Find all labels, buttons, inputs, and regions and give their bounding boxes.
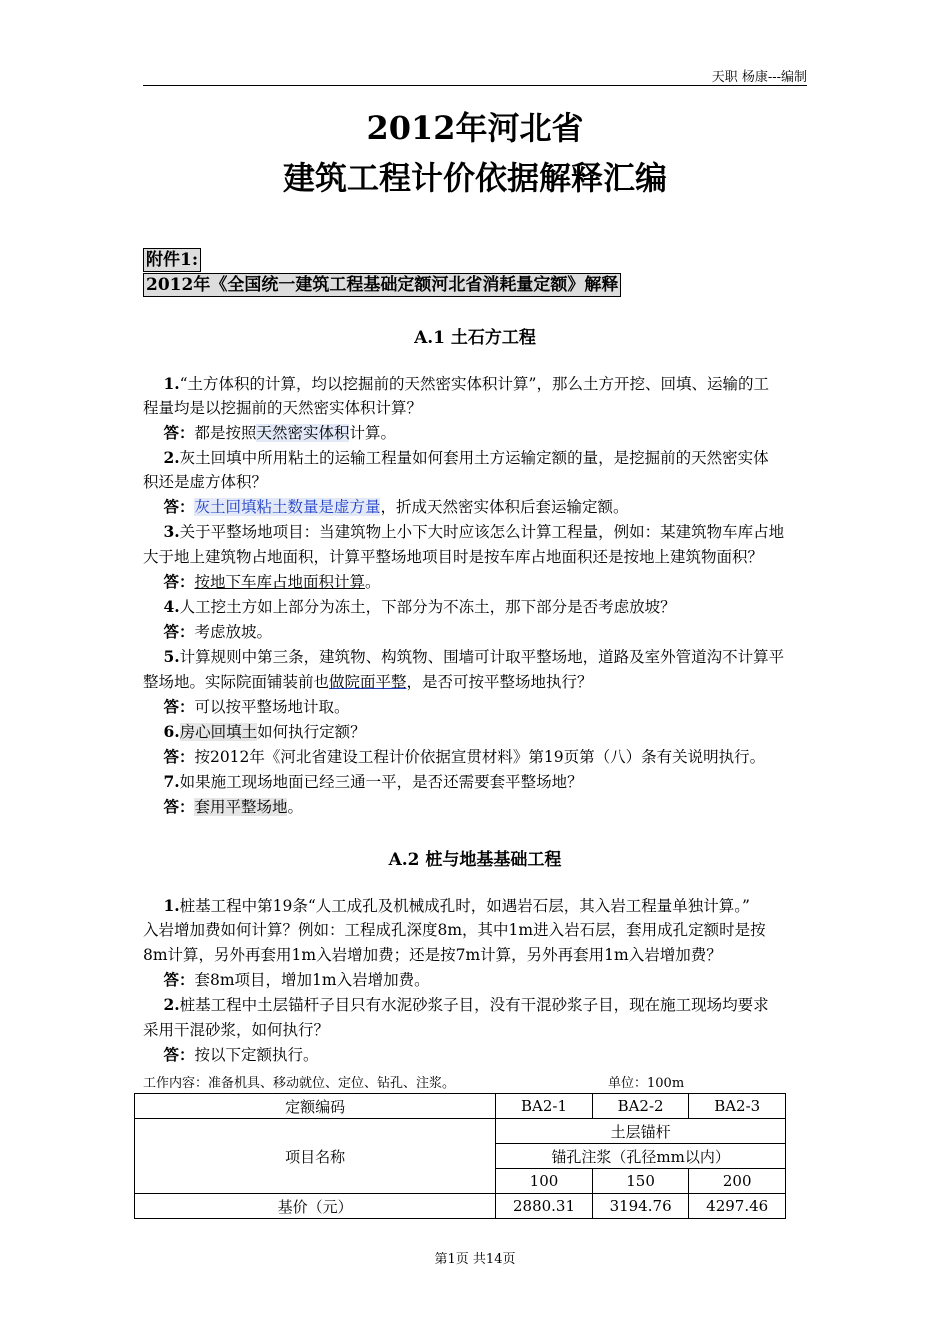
code-cell: BA2-3 — [689, 1094, 786, 1119]
a2-a1 — [143, 968, 813, 992]
q-text: 灰土回填中所用粘土的运输工程量如何套用土方运输定额的量，是挖掘前的天然密实体 — [179, 449, 769, 467]
answer-label: 答： — [163, 970, 195, 989]
answer-text: ，折成天然密实体积后套运输定额。 — [380, 498, 629, 516]
answer-highlight: 灰土回填粘土数量是虚方量 — [194, 498, 381, 516]
q-number: 5. — [163, 647, 180, 666]
q-number: 3. — [163, 522, 180, 541]
q-text: 桩基工程中第19条“人工成孔及机械成孔时，如遇岩石层，其入岩工程量单独计算。” — [179, 897, 750, 915]
a2-a2 — [143, 1043, 813, 1067]
answer-label: 答： — [163, 423, 195, 442]
q-number: 1. — [163, 896, 180, 915]
a2-q1 — [143, 894, 813, 918]
answer-label: 答： — [163, 497, 195, 516]
price-cell: 3194.76 — [592, 1194, 689, 1219]
q-text: ，是否可按平整场地执行？ — [406, 673, 593, 691]
q-number: 4. — [163, 597, 180, 616]
q-text: 整场地。实际院面铺装前也 — [143, 673, 330, 691]
page-title-line1: 2012年河北省 — [366, 109, 584, 147]
table-row — [135, 1194, 786, 1219]
q-text: “土方体积的计算，均以挖掘前的天然密实体积计算”，那么土方开挖、回填、运输的工 — [179, 375, 769, 393]
a1-a3 — [143, 570, 813, 594]
a1-a2 — [143, 495, 813, 519]
q-text: 如果施工现场地面已经三通一平，是否还需要套平整场地？ — [179, 773, 583, 791]
a2-q2 — [143, 993, 813, 1017]
a2-q1-cont: 入岩增加费如何计算？例如：工程成孔深度8m，其中1m进入岩石层，套用成孔定额时是按 — [143, 921, 766, 939]
q-text: 如何执行定额？ — [257, 723, 366, 741]
answer-label: 答： — [163, 572, 195, 591]
answer-text: 按2012年《河北省建设工程计价依据宣贯材料》第19页第（八）条有关说明执行。 — [194, 748, 766, 766]
q-text: 人工挖土方如上部分为冻土，下部分为不冻土，那下部分是否考虑放坡？ — [179, 598, 676, 616]
code-cell: BA2-1 — [496, 1094, 593, 1119]
header-author: 天职 杨康---编制 — [711, 70, 807, 85]
q-number: 6. — [163, 722, 180, 741]
item-label-cell: 项目名称 — [135, 1119, 496, 1194]
code-label-cell: 定额编码 — [135, 1094, 496, 1119]
a1-a1 — [143, 421, 813, 445]
q-number: 1. — [163, 374, 180, 393]
answer-label: 答： — [163, 697, 195, 716]
a1-q2-cont: 积还是虚方体积？ — [143, 473, 268, 491]
a1-q3 — [143, 520, 813, 544]
q-underline: 做院面平整 — [329, 673, 407, 691]
answer-text: 套8m项目，增加1m入岩增加费。 — [194, 971, 430, 989]
q-number: 7. — [163, 772, 180, 791]
diameter-cell: 100 — [496, 1169, 593, 1194]
header-divider — [143, 85, 807, 86]
page-footer: 第1页 共14页 — [434, 1252, 516, 1267]
quota-table — [134, 1093, 786, 1219]
price-cell: 4297.46 — [689, 1194, 786, 1219]
a1-q6 — [143, 720, 813, 744]
a1-q4 — [143, 595, 813, 619]
answer-highlight: 套用平整场地 — [194, 798, 288, 816]
answer-underline: 按地下车库占地面积计算 — [194, 573, 365, 591]
answer-text: 都是按照 — [194, 424, 257, 442]
q-text: 桩基工程中土层锚杆子目只有水泥砂浆子目，没有干混砂浆子目，现在施工现场均要求 — [179, 996, 769, 1014]
a1-a6 — [143, 745, 813, 769]
q-number: 2. — [163, 448, 180, 467]
table-row — [135, 1094, 786, 1119]
a1-q2 — [143, 446, 813, 470]
a1-q5-cont — [143, 670, 813, 694]
answer-text: 按以下定额执行。 — [194, 1046, 319, 1064]
a1-q1-cont: 程量均是以挖掘前的天然密实体积计算？ — [143, 399, 423, 417]
answer-label: 答： — [163, 622, 195, 641]
answer-label: 答： — [163, 797, 195, 816]
a1-q7 — [143, 770, 813, 794]
item-name-cell: 土层锚杆 — [496, 1119, 786, 1144]
diameter-cell: 200 — [689, 1169, 786, 1194]
attachment-label: 附件1: — [143, 248, 201, 272]
answer-label: 答： — [163, 1045, 195, 1064]
q-text: 计算规则中第三条，建筑物、构筑物、围墙可计取平整场地，道路及室外管道沟不计算平 — [179, 648, 785, 666]
a2-q1-cont2: 8m计算，另外再套用1m入岩增加费；还是按7m计算，另外再套用1m入岩增加费？ — [143, 946, 722, 964]
table-row — [135, 1119, 786, 1144]
page-title-line2: 建筑工程计价依据解释汇编 — [282, 159, 667, 197]
work-content: 工作内容：准备机具、移动就位、定位、钻孔、注浆。 — [143, 1076, 456, 1091]
a1-a4 — [143, 620, 813, 644]
answer-text: 。 — [364, 573, 381, 591]
section-heading-a2: A.2 桩与地基基础工程 — [388, 850, 562, 870]
answer-text: 计算。 — [349, 424, 396, 442]
q-number: 2. — [163, 995, 180, 1014]
attachment-title: 2012年《全国统一建筑工程基础定额河北省消耗量定额》解释 — [143, 273, 621, 297]
a1-q1 — [143, 372, 813, 396]
answer-label: 答： — [163, 747, 195, 766]
q-text: 关于平整场地项目：当建筑物上小下大时应该怎么计算工程量，例如：某建筑物车库占地 — [179, 523, 785, 541]
price-cell: 2880.31 — [496, 1194, 593, 1219]
section-heading-a1: A.1 土石方工程 — [414, 328, 536, 348]
a1-a5 — [143, 695, 813, 719]
a1-q5 — [143, 645, 813, 669]
unit-label: 单位：100m — [608, 1076, 685, 1091]
a1-a7 — [143, 795, 813, 819]
q-highlight: 房心回填土 — [179, 723, 258, 741]
a1-q3-cont: 大于地上建筑物占地面积，计算平整场地项目时是按车库占地面积还是按地上建筑物面积？ — [143, 548, 764, 566]
sub-name-cell: 锚孔注浆（孔径mm以内） — [496, 1144, 786, 1169]
answer-text: 可以按平整场地计取。 — [194, 698, 350, 716]
price-label-cell: 基价（元） — [135, 1194, 496, 1219]
answer-highlight: 天然密实体积 — [256, 424, 350, 442]
a2-q2-cont: 采用干混砂浆，如何执行？ — [143, 1021, 330, 1039]
code-cell: BA2-2 — [592, 1094, 689, 1119]
answer-text: 考虑放坡。 — [194, 623, 272, 641]
answer-text: 。 — [287, 798, 303, 816]
diameter-cell: 150 — [592, 1169, 689, 1194]
